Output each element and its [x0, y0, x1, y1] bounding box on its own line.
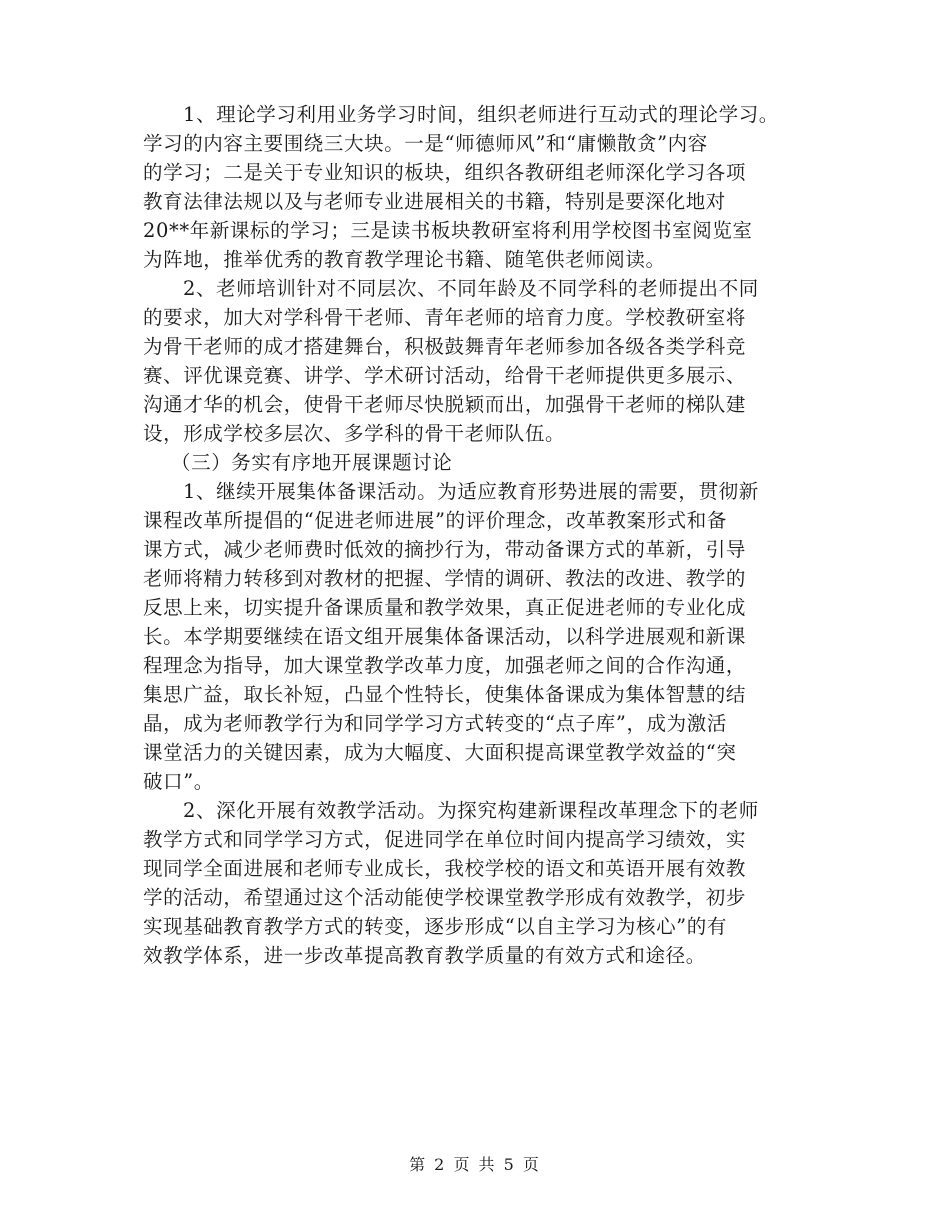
paragraph-4-line-6: 效教学体系，进一步改革提高教育教学质量的有效方式和途径。 [143, 944, 706, 967]
paragraph-3-line-11: 破口”。 [143, 770, 214, 793]
paragraph-3-line-1: 1、继续开展集体备课活动。为适应教育形势进展的需要，贯彻新 [183, 480, 759, 503]
paragraph-3-line-4: 老师将精力转移到对教材的把握、学情的调研、教法的改进、教学的 [143, 567, 747, 590]
paragraph-4-line-1: 2、深化开展有效教学活动。为探究构建新课程改革理念下的老师 [183, 799, 759, 822]
paragraph-3-line-5: 反思上来，切实提升备课质量和教学效果，真正促进老师的专业化成 [143, 596, 747, 619]
paragraph-2-line-2: 的要求，加大对学科骨干老师、青年老师的培育力度。学校教研室将 [143, 306, 747, 329]
paragraph-3-line-7: 程理念为指导，加大课堂教学改革力度，加强老师之间的合作沟通， [143, 654, 747, 677]
paragraph-4-line-3: 现同学全面进展和老师专业成长，我校学校的语文和英语开展有效教 [143, 857, 747, 880]
paragraph-4-line-5: 实现基础教育教学方式的转变，逐步形成“以自主学习为核心”的有 [143, 915, 727, 938]
paragraph-3-line-10: 课堂活力的关键因素，成为大幅度、大面积提高课堂教学效益的“突 [143, 741, 737, 764]
section-heading: （三）务实有序地开展课题讨论 [171, 451, 453, 474]
paragraph-3-line-6: 长。本学期要继续在语文组开展集体备课活动，以科学进展观和新课 [143, 625, 747, 648]
paragraph-2-line-3: 为骨干老师的成才搭建舞台，积极鼓舞青年老师参加各级各类学科竞 [143, 335, 747, 358]
paragraph-1-line-3: 的学习；二是关于专业知识的板块，组织各教研组老师深化学习各项 [143, 161, 747, 184]
paragraph-4-line-4: 学的活动，希望通过这个活动能使学校课堂教学形成有效教学，初步 [143, 886, 747, 909]
paragraph-1-line-4: 教育法律法规以及与老师专业进展相关的书籍，特别是要深化地对 [143, 190, 726, 213]
paragraph-2-line-6: 设，形成学校多层次、多学科的骨干老师队伍。 [143, 422, 566, 445]
paragraph-3-line-9: 晶，成为老师教学行为和同学学习方式转变的“点子库”，成为激活 [143, 712, 727, 735]
paragraph-4-line-2: 教学方式和同学学习方式，促进同学在单位时间内提高学习绩效，实 [143, 828, 747, 851]
paragraph-1-line-1: 1、理论学习利用业务学习时间，组织老师进行互动式的理论学习。 [183, 103, 779, 126]
paragraph-2-line-4: 赛、评优课竞赛、讲学、学术研讨活动，给骨干老师提供更多展示、 [143, 364, 747, 387]
paragraph-2-line-5: 沟通才华的机会，使骨干老师尽快脱颖而出，加强骨干老师的梯队建 [143, 393, 747, 416]
paragraph-3-line-3: 课方式，减少老师费时低效的摘抄行为，带动备课方式的革新，引导 [143, 538, 747, 561]
document-body [143, 100, 823, 970]
paragraph-2-line-1: 2、老师培训针对不同层次、不同年龄及不同学科的老师提出不同 [183, 277, 759, 300]
paragraph-1-line-6: 为阵地，推举优秀的教育教学理论书籍、随笔供老师阅读。 [143, 248, 666, 271]
paragraph-3-line-2: 课程改革所提倡的“促进老师进展”的评价理念，改革教案形式和备 [143, 509, 727, 532]
paragraph-1-line-5: 20**年新课标的学习；三是读书板块教研室将利用学校图书室阅览室 [143, 219, 753, 242]
page-number-footer: 第 2 页 共 5 页 [409, 1155, 541, 1174]
paragraph-3-line-8: 集思广益，取长补短，凸显个性特长，使集体备课成为集体智慧的结 [143, 683, 747, 706]
paragraph-1-line-2: 学习的内容主要围绕三大块。一是“师德师风”和“庸懒散贪”内容 [143, 132, 708, 155]
